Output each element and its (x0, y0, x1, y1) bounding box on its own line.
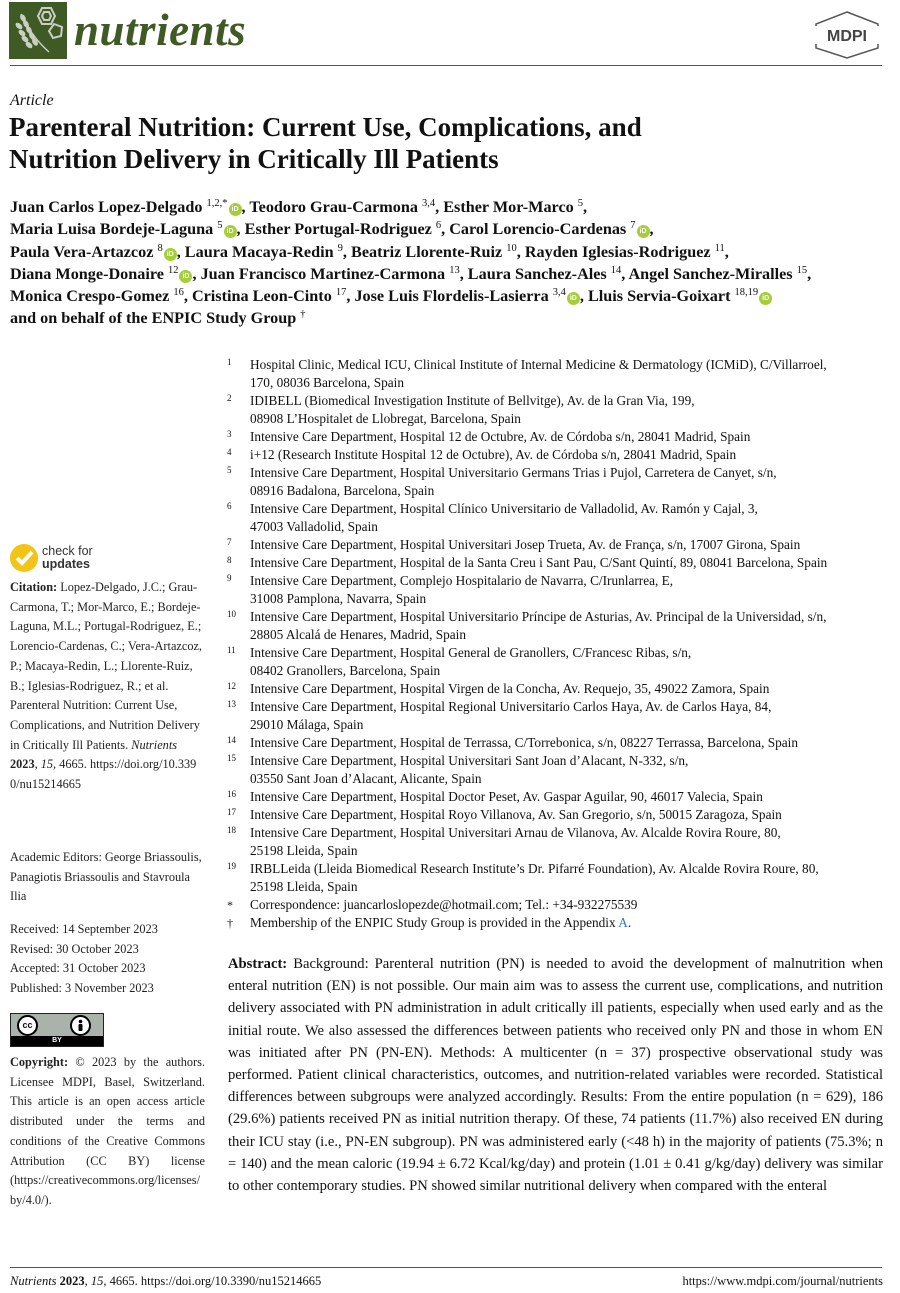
appendix-link[interactable]: A (618, 915, 628, 930)
abstract-text: Background: Parenteral nutrition (PN) is needed to avoid the development of malnutrition when enteral nutrition (EN) is not possible. Our main aim was to assess the current use, complications, and nutrition delivery associated with PN administration in adult critically ill patients, especially when used early and as the initial route. We also assessed the differences between patients who received only PN and those in whom EN was initiated after PN (PN-EN). Methods: A multicenter (n = 37) prospective observational study was performed. Patient clinical characteristics, outcomes, and nutrition-related variables were recorded. Statistical differences between subgroups were analyzed accordingly. Results: From the entire population (n = 629), 186 (29.6%) patients received PN as initial nutrition therapy. Of these, 74 patients (11.7%) also received EN during their ICU stay (i.e., PN-EN subgroup). PN was administered early (<48 h) in the majority of patients (75.3%; n = 140) and the mean caloric (19.94 ± 6.72 Kcal/kg/day) and protein (1.01 ± 0.41 g/kg/day) delivery was similar to other contemporary studies. PN showed similar nutritional delivery when compared with the enteral (228, 956, 883, 1195)
citation-doi-link[interactable]: https://doi.org/10.3390/nu15214665 (10, 757, 197, 792)
author-list (10, 196, 890, 330)
affiliation-line: 29010 Málaga, Spain (250, 717, 364, 732)
footer-journal: Nutrients (10, 1274, 57, 1288)
affiliation-item (227, 752, 892, 788)
affiliation-item (227, 860, 892, 896)
orcid-icon[interactable]: iD (759, 292, 772, 305)
affiliation-marker: 17 (335, 287, 347, 299)
affiliation-marker: 5 (217, 220, 223, 232)
affiliation-line: Intensive Care Department, Hospital Universitario Príncipe de Asturias, Av. Principal de la Universidad, s/n, (250, 609, 827, 624)
author: Maria Luisa Bordeje-Laguna $^5$iD , (10, 220, 241, 239)
affiliation-number: 3 (227, 429, 232, 439)
affiliation-line: Intensive Care Department, Hospital Virgen de la Concha, Av. Requejo, 35, 49022 Zamora, Spain (250, 681, 770, 696)
correspondence-text[interactable]: Correspondence: juancarloslopezde@hotmail.com; Tel.: +34-932275539 (250, 897, 638, 912)
affiliation-marker: 12 (167, 264, 179, 276)
author: Carol Lorencio-Cardenas $^7$iD , (449, 220, 654, 239)
affiliation-number: 2 (227, 393, 232, 403)
membership-end: . (627, 915, 632, 930)
affiliation-line: Intensive Care Department, Hospital General de Granollers, C/Francesc Ribas, s/n, (250, 645, 692, 660)
affiliation-line: Intensive Care Department, Hospital Royo Villanova, Av. San Gregorio, s/n, 50015 Zaragoza, Spain (250, 807, 782, 822)
footer-volume: 15 (90, 1274, 104, 1288)
affiliation-marker: 8 (157, 242, 163, 254)
author-name: Esther Mor-Marco (443, 198, 574, 216)
affiliation-line: Intensive Care Department, Hospital Doctor Peset, Av. Gaspar Aguilar, 90, 46017 Valecia, Spain (250, 789, 763, 804)
citation-block: Citation: Lopez-Delgado, J.C.; Grau-Carmona, T.; Mor-Marco, E.; Bordeje-Laguna, M.L.; Portugal-Rodriguez, E.; Lorencio-Cardenas, C.; Vera-Artazcoz, P.; Macaya-Redin, L.; Llorente-Ruiz, B.; Iglesias-Rodriguez, R.; et al. Parenteral Nutrition: Current Use, Complications, and Nutrition Delivery in Critically Ill Patients. Nutrients 2023, 15, 4665. https://doi.org/10.3390/nu15214665 (10, 580, 202, 792)
affiliation-item (227, 392, 892, 428)
author-name: Diana Monge-Donaire (10, 264, 164, 283)
affiliation-marker: 3,4 (552, 287, 566, 299)
cc-by-license-badge[interactable] (10, 1013, 104, 1047)
by-label: BY (11, 1036, 103, 1046)
author: Laura Macaya-Redin $^9$, (184, 242, 347, 261)
affiliation-marker: 13 (449, 264, 460, 276)
mdpi-logo (810, 10, 884, 60)
article-type: Article (10, 92, 54, 109)
affiliation-item (227, 608, 892, 644)
affiliation-line: Intensive Care Department, Hospital Universitari Sant Joan d’Alacant, N-332, s/n, (250, 753, 689, 768)
affiliation-line: Intensive Care Department, Hospital de Terrassa, C/Torrebonica, s/n, 08227 Terrassa, Barcelona, Spain (250, 735, 799, 750)
affiliation-line: 28805 Alcalá de Henares, Madrid, Spain (250, 627, 467, 642)
affiliation-line: IDIBELL (Biomedical Investigation Institute of Bellvitge), Av. de la Gran Via, 199, (250, 393, 695, 408)
check-for-label: check for (42, 544, 93, 558)
cc-icon: cc (17, 1015, 38, 1036)
affiliation-line: Hospital Clinic, Medical ICU, Clinical Institute of Internal Medicine & Dermatology (ICMiD), C/Villarroel, (250, 357, 827, 372)
author-name: Teodoro Grau-Carmona (249, 198, 418, 216)
title-line-1: Parenteral Nutrition: Current Use, Complications, and (9, 112, 642, 142)
affiliation-item (227, 644, 892, 680)
affiliation-item (227, 824, 892, 860)
affiliation-line: Intensive Care Department, Hospital de la Santa Creu i Sant Pau, C/Sant Quintí, 89, 08041 Barcelona, Spain (250, 555, 828, 570)
affiliation-item (227, 806, 892, 824)
affiliation-line: 25198 Lleida, Spain (250, 879, 358, 894)
updates-label: updates (42, 557, 90, 571)
author: Laura Sanchez-Ales $^{14}$, (467, 264, 626, 283)
affiliation-number: 15 (227, 753, 236, 763)
author: Esther Mor-Marco $^5$, (443, 198, 588, 216)
affiliation-line: 47003 Valladolid, Spain (250, 519, 378, 534)
affiliation-number: 5 (227, 465, 232, 475)
affiliation-item (227, 698, 892, 734)
affiliation-line: Intensive Care Department, Hospital Clínico Universitario de Valladolid, Av. Ramón y Cajal, 3, (250, 501, 758, 516)
author: Juan Francisco Martinez-Carmona $^{13}$, (200, 264, 464, 283)
correspondence-marker: * (227, 898, 233, 912)
author-name: Rayden Iglesias-Rodriguez (524, 242, 711, 261)
affiliation-line: Intensive Care Department, Hospital Universitario Germans Trias i Pujol, Carretera de Canyet, s/n, (250, 465, 777, 480)
author-name: Juan Carlos Lopez-Delgado (10, 198, 203, 216)
affiliation-number: 6 (227, 501, 232, 511)
date-accepted: Accepted: 31 October 2023 (10, 961, 146, 976)
journal-logo (9, 2, 67, 59)
author-name: Lluis Servia-Goixart (587, 287, 731, 306)
membership-note (227, 914, 892, 932)
affiliation-item (227, 464, 892, 500)
affiliation-line: 03550 Sant Joan d’Alacant, Alicante, Spain (250, 771, 482, 786)
affiliation-item (227, 554, 892, 572)
publication-dates (10, 920, 205, 999)
footer-year: 2023 (59, 1274, 85, 1288)
affiliation-number: 12 (227, 681, 236, 691)
wheat-molecule-icon (9, 2, 67, 59)
affiliation-line: Intensive Care Department, Hospital Universitari Josep Trueta, Av. de França, s/n, 17007 Girona, Spain (250, 537, 801, 552)
affiliation-marker: 16 (173, 287, 184, 299)
citation-journal: Nutrients (131, 737, 178, 752)
affiliation-line: 170, 08036 Barcelona, Spain (250, 375, 404, 390)
copyright-block (10, 1053, 205, 1211)
affiliation-item (227, 428, 892, 446)
author: Beatriz Llorente-Ruiz $^{10}$, (351, 242, 521, 261)
author: Esther Portugal-Rodriguez $^6$, (244, 220, 446, 239)
author-name: Monica Crespo-Gomez (10, 287, 170, 306)
affiliation-number: 14 (227, 735, 236, 745)
membership-marker: † (227, 916, 233, 930)
affiliation-item (227, 680, 892, 698)
affiliation-item (227, 500, 892, 536)
journal-name: nutrients (74, 5, 247, 55)
footer-divider (10, 1267, 882, 1268)
affiliation-number: 7 (227, 537, 232, 547)
affiliation-marker: 14 (610, 264, 622, 276)
affiliation-marker: 10 (506, 242, 517, 254)
author: Rayden Iglesias-Rodriguez $^{11}$, (524, 242, 729, 261)
affiliation-number: 17 (227, 807, 236, 817)
affiliation-line: Intensive Care Department, Hospital Regional Universitario Carlos Haya, Av. de Carlos Haya, 84, (250, 699, 772, 714)
affiliation-line: Intensive Care Department, Hospital Universitari Arnau de Vilanova, Av. Alcalde Rovira Roure, 80, (250, 825, 781, 840)
affiliation-line: 31008 Pamplona, Navarra, Spain (250, 591, 427, 606)
author-name: Juan Francisco Martinez-Carmona (200, 264, 446, 283)
author-name: Beatriz Llorente-Ruiz (351, 242, 503, 261)
affiliation-marker: 5 (577, 198, 584, 209)
abstract (228, 953, 883, 1197)
affiliation-number: 4 (227, 447, 232, 457)
date-published: Published: 3 November 2023 (10, 981, 154, 996)
author-name: Laura Sanchez-Ales (467, 264, 607, 283)
academic-editors: Academic Editors: George Briassoulis, Panagiotis Briassoulis and Stavroula Ilia (10, 850, 202, 904)
affiliation-line: IRBLLeida (Lleida Biomedical Research Institute’s Dr. Pifarré Foundation), Av. Alcalde Rovira Roure, 80, (250, 861, 819, 876)
affiliation-line: i+12 (Research Institute Hospital 12 de Octubre), Av. de Córdoba s/n, 28041 Madrid, Spain (250, 447, 737, 462)
affiliation-marker: 9 (337, 242, 343, 254)
orcid-icon[interactable]: iD (637, 225, 650, 238)
author: Juan Carlos Lopez-Delgado $^{1,2,*}$iD , (10, 198, 246, 216)
author: Cristina Leon-Cinto $^{17}$, (191, 287, 351, 306)
citation-volume: 15 (40, 757, 54, 772)
orcid-icon[interactable]: iD (229, 203, 242, 216)
footer-citation: Nutrients 2023, 15, 4665. https://doi.org/10.3390/nu15214665 (10, 1274, 322, 1288)
affiliations (227, 356, 892, 932)
author-name: Maria Luisa Bordeje-Laguna (10, 220, 214, 239)
date-revised: Revised: 30 October 2023 (10, 941, 139, 956)
footer-journal-url[interactable]: https://www.mdpi.com/journal/nutrients (682, 1274, 883, 1288)
affiliation-line: 08908 L’Hospitalet de Llobregat, Barcelona, Spain (250, 411, 521, 426)
title-line-2: Nutrition Delivery in Critically Ill Patients (9, 144, 499, 174)
affiliation-marker: 1,2,* (206, 198, 228, 209)
orcid-icon[interactable]: iD (567, 292, 580, 305)
affiliation-line: 08402 Granollers, Barcelona, Spain (250, 663, 441, 678)
affiliation-item (227, 788, 892, 806)
affiliation-number: 1 (227, 357, 232, 367)
affiliation-number: 11 (227, 645, 236, 655)
affiliation-number: 16 (227, 789, 236, 799)
affiliation-number: 13 (227, 699, 236, 709)
affiliation-number: 8 (227, 555, 232, 565)
abstract-label: Abstract: (228, 956, 288, 972)
affiliation-item (227, 356, 892, 392)
author (588, 287, 772, 305)
affiliation-marker: 3,4 (422, 198, 436, 209)
orcid-icon[interactable]: iD (164, 248, 177, 261)
orcid-icon[interactable]: iD (224, 225, 237, 238)
author: Teodoro Grau-Carmona $^{3,4}$, (249, 198, 440, 216)
author-name: Angel Sanchez-Miralles (628, 264, 793, 283)
affiliation-line: 25198 Lleida, Spain (250, 843, 358, 858)
membership-text: Membership of the ENPIC Study Group is provided in the Appendix (250, 915, 619, 930)
affiliation-item (227, 572, 892, 608)
check-for-updates-button[interactable] (10, 544, 120, 572)
citation-year: 2023 (10, 757, 35, 772)
affiliation-number: 9 (227, 573, 232, 583)
affiliation-line: 08916 Badalona, Barcelona, Spain (250, 483, 435, 498)
affiliation-marker: 18,19 (734, 287, 759, 299)
affiliation-marker: 7 (630, 220, 636, 232)
copyright-label: Copyright: (10, 1055, 69, 1069)
svg-text:MDPI: MDPI (827, 28, 867, 45)
check-icon (10, 544, 38, 572)
author-name: Carol Lorencio-Cardenas (449, 220, 627, 239)
attribution-person-icon (70, 1015, 91, 1036)
author-name: Cristina Leon-Cinto (191, 287, 332, 306)
author-name: Esther Portugal-Rodriguez (244, 220, 432, 239)
header-divider (10, 65, 882, 66)
affiliation-number: 10 (227, 609, 236, 619)
correspondence (227, 896, 892, 914)
orcid-icon[interactable]: iD (179, 270, 192, 283)
date-received: Received: 14 September 2023 (10, 922, 158, 936)
citation-article-no: , 4665. (53, 757, 87, 772)
author-name: Paula Vera-Artazcoz (10, 242, 154, 261)
affiliation-marker: 15 (796, 264, 808, 276)
affiliation-marker: 11 (714, 242, 725, 254)
copyright-text: © 2023 by the authors. Licensee MDPI, Basel, Switzerland. This article is an open access article distributed under the terms and conditions of the Creative Commons Attribution (CC BY) license (https://creativecommons.org/licenses/by/4.0/). (10, 1055, 205, 1207)
affiliation-item (227, 734, 892, 752)
study-group: and on behalf of the ENPIC Study Group (10, 309, 297, 328)
affiliation-line: Intensive Care Department, Complejo Hospitalario de Navarra, C/Irunlarrea, E, (250, 573, 674, 588)
author: Paula Vera-Artazcoz $^8$iD , (10, 242, 181, 261)
author: Jose Luis Flordelis-Lasierra $^{3,4}$iD , (354, 287, 584, 306)
footer-doi-link[interactable]: , 4665. https://doi.org/10.3390/nu15214665 (103, 1274, 322, 1288)
study-group-marker: † (300, 309, 306, 321)
author-name: Laura Macaya-Redin (184, 242, 334, 261)
author: Angel Sanchez-Miralles $^{15}$, (628, 264, 812, 283)
citation-text: Lopez-Delgado, J.C.; Grau-Carmona, T.; Mor-Marco, E.; Bordeje-Laguna, M.L.; Portugal-Rodriguez, E.; Lorencio-Cardenas, C.; Vera-Artazcoz, P.; Macaya-Redin, L.; Llorente-Ruiz, B.; Iglesias-Rodriguez, R.; et al. Parenteral Nutrition: Current Use, Complications, and Nutrition Delivery in Critically Ill Patients. (10, 580, 202, 752)
affiliation-item (227, 446, 892, 464)
author: Diana Monge-Donaire $^{12}$iD , (10, 264, 197, 283)
author-name: Jose Luis Flordelis-Lasierra (354, 287, 549, 306)
affiliation-item (227, 536, 892, 554)
author: Monica Crespo-Gomez $^{16}$, (10, 287, 188, 306)
affiliation-line: Intensive Care Department, Hospital 12 de Octubre, Av. de Córdoba s/n, 28041 Madrid, Spain (250, 429, 751, 444)
affiliation-number: 18 (227, 825, 236, 835)
affiliation-marker: 6 (435, 220, 442, 232)
article-title (9, 111, 889, 175)
citation-label: Citation: (10, 580, 58, 594)
affiliation-number: 19 (227, 861, 236, 871)
